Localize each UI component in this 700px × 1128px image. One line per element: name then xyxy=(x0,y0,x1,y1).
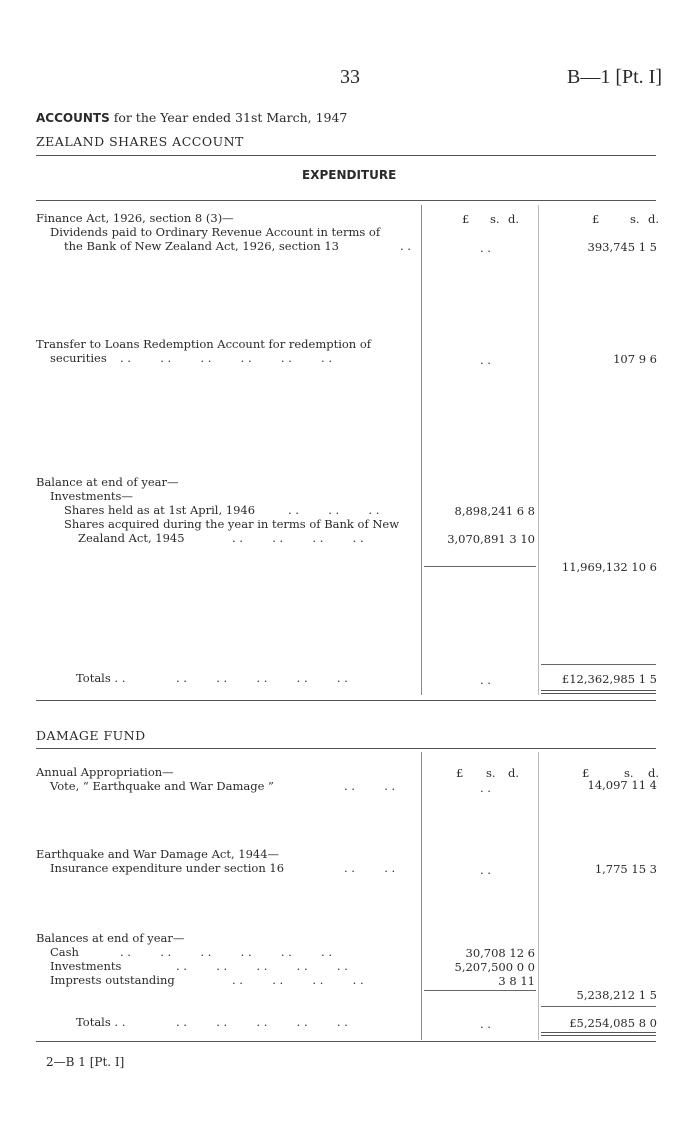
accounts-heading xyxy=(36,110,347,125)
balance-subtotal-rule xyxy=(424,566,536,567)
col2-s-head: s. xyxy=(630,212,640,226)
expenditure-title: EXPENDITURE xyxy=(302,168,397,182)
accounts-rest: for the Year ended 31st March, 1947 xyxy=(113,110,348,125)
damage-fund-title: DAMAGE FUND xyxy=(36,728,146,743)
balance-line2: Investments— xyxy=(50,489,133,503)
col-divider-1 xyxy=(421,205,422,695)
df-col1-s-head: s. xyxy=(486,766,496,780)
transfer-line2: securities xyxy=(50,351,107,365)
df-totals-label: Totals . . xyxy=(76,1015,126,1029)
earthquake-col1: . . xyxy=(480,863,491,877)
annual-line2: Vote, “ Earthquake and War Damage ” xyxy=(50,779,274,793)
col1-pound-head: £ xyxy=(462,212,470,226)
account-title: ZEALAND SHARES ACCOUNT xyxy=(36,134,244,149)
rule-under-title xyxy=(36,200,656,201)
rule-damage-top xyxy=(36,748,656,749)
annual-leaders: . . . . xyxy=(344,779,396,793)
df-totals-col1: . . xyxy=(480,1017,491,1031)
df-col2-pound-head: £ xyxy=(582,766,590,780)
accounts-bold: ACCOUNTS xyxy=(36,111,110,125)
rule-end-damage xyxy=(36,1041,656,1042)
balances-investments-amount: 5,207,500 0 0 xyxy=(454,960,535,974)
annual-col1: . . xyxy=(480,781,491,795)
earthquake-line2: Insurance expenditure under section 16 xyxy=(50,861,285,875)
balances-subtotal-rule xyxy=(424,990,536,991)
df-col2-d-head: d. xyxy=(648,766,660,780)
shares-totals-double-rule xyxy=(541,690,656,694)
finance-act-line2: Dividends paid to Ordinary Revenue Account in terms of xyxy=(50,225,381,239)
section-code: B—1 [Pt. I] xyxy=(567,66,662,88)
balance-line5: Zealand Act, 1945 xyxy=(78,531,185,545)
shares-totals-label: Totals . . xyxy=(76,671,126,685)
balances-imprests-label: Imprests outstanding xyxy=(50,973,175,987)
balance-total-amount: 11,969,132 10 6 xyxy=(561,560,657,574)
balance-line3: Shares held as at 1st April, 1946 xyxy=(64,503,256,517)
page-number: 33 xyxy=(340,66,360,88)
shares-totals-amount: £12,362,985 1 5 xyxy=(561,672,657,686)
df-totals-double-rule xyxy=(541,1032,656,1036)
shares-totals-leaders: . . . . . . . . . . xyxy=(176,671,348,685)
balances-total-amount: 5,238,212 1 5 xyxy=(576,988,657,1002)
df-totals-leaders: . . . . . . . . . . xyxy=(176,1015,348,1029)
balances-line1: Balances at end of year— xyxy=(36,931,185,945)
finance-act-amount: 393,745 1 5 xyxy=(587,240,657,254)
balances-cash-leaders: . . . . . . . . . . . . xyxy=(120,945,333,959)
transfer-col1: . . xyxy=(480,353,491,367)
df-col1-d-head: d. xyxy=(508,766,520,780)
df-col-divider-1 xyxy=(421,752,422,1040)
col1-s-head: s. xyxy=(490,212,500,226)
col2-d-head: d. xyxy=(648,212,660,226)
df-totals-rule xyxy=(541,1006,656,1007)
annual-amount: 14,097 11 4 xyxy=(587,778,657,792)
finance-act-dots: . . xyxy=(400,239,411,253)
balance-line1: Balance at end of year— xyxy=(36,475,179,489)
earthquake-leaders: . . . . xyxy=(344,861,396,875)
df-col1-pound-head: £ xyxy=(456,766,464,780)
finance-act-col1: . . xyxy=(480,241,491,255)
col2-pound-head: £ xyxy=(592,212,600,226)
df-col2-s-head: s. xyxy=(624,766,634,780)
balances-cash-label: Cash xyxy=(50,945,79,959)
finance-act-line3: the Bank of New Zealand Act, 1926, section 13 xyxy=(64,239,339,253)
shares-totals-col1: . . xyxy=(480,673,491,687)
rule-end-shares xyxy=(36,700,656,701)
balances-investments-label: Investments xyxy=(50,959,122,973)
earthquake-line1: Earthquake and War Damage Act, 1944— xyxy=(36,847,280,861)
balances-imprests-amount: 3 8 11 xyxy=(498,974,535,988)
balance-acquired-amount: 3,070,891 3 10 xyxy=(447,532,535,546)
transfer-amount: 107 9 6 xyxy=(613,352,657,366)
balance-held-amount: 8,898,241 6 8 xyxy=(454,504,535,518)
balance-line4: Shares acquired during the year in terms of Bank of New xyxy=(64,517,400,531)
rule-top xyxy=(36,155,656,156)
balances-cash-amount: 30,708 12 6 xyxy=(465,946,535,960)
df-totals-amount: £5,254,085 8 0 xyxy=(569,1016,657,1030)
footer-signature: 2—B 1 [Pt. I] xyxy=(46,1055,125,1069)
transfer-line1: Transfer to Loans Redemption Account for redemption of xyxy=(36,337,372,351)
balances-imprests-leaders: . . . . . . . . xyxy=(232,973,364,987)
transfer-leaders: . . . . . . . . . . . . xyxy=(120,351,333,365)
shares-totals-rule xyxy=(541,664,656,665)
balances-investments-leaders: . . . . . . . . . . xyxy=(176,959,348,973)
col-divider-2 xyxy=(538,205,539,695)
col1-d-head: d. xyxy=(508,212,520,226)
finance-act-line1: Finance Act, 1926, section 8 (3)— xyxy=(36,211,234,225)
annual-line1: Annual Appropriation— xyxy=(36,765,174,779)
balance-leaders5: . . . . . . . . xyxy=(232,531,364,545)
earthquake-amount: 1,775 15 3 xyxy=(594,862,657,876)
df-col-divider-2 xyxy=(538,752,539,1040)
balance-leaders3: . . . . . . xyxy=(288,503,380,517)
